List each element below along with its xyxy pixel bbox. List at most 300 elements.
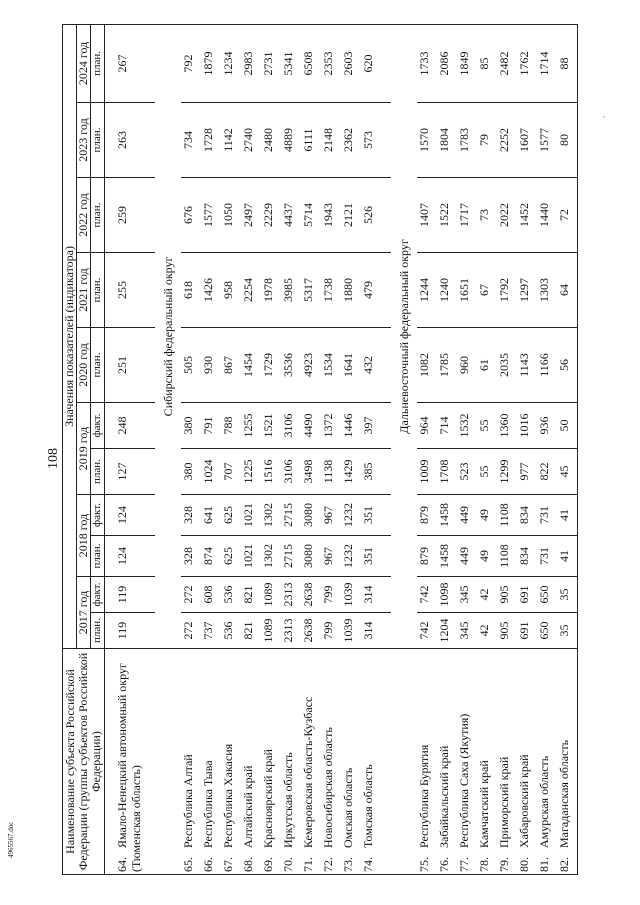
value-cell: 1452 [517, 178, 537, 253]
table-row [361, 24, 381, 874]
value-cell: 1849 [457, 24, 477, 102]
value-cell: 1225 [241, 449, 261, 495]
value-cell: 1232 [341, 495, 361, 536]
section-title: Дальневосточный федеральный округ [391, 24, 417, 648]
value-cell: 124 [105, 536, 156, 577]
row-number: 64. [115, 857, 129, 872]
value-cell: 3106 [281, 403, 301, 449]
region-cell [361, 649, 381, 875]
region-cell [241, 649, 261, 875]
value-cell: 536 [221, 613, 241, 649]
value-cell: 5341 [281, 24, 301, 102]
value-cell: 328 [181, 536, 201, 577]
table-row [537, 24, 557, 874]
table-row [557, 24, 578, 874]
page-number: 108 [46, 448, 61, 469]
value-cell: 1714 [537, 24, 557, 102]
row-number: 74. [361, 857, 375, 872]
value-cell: 3536 [281, 328, 301, 403]
value-cell: 449 [457, 536, 477, 577]
value-cell: 479 [361, 253, 381, 328]
region-cell [221, 649, 241, 875]
value-cell: 2252 [497, 103, 517, 178]
row-number: 73. [341, 857, 355, 872]
table-row [457, 24, 477, 874]
value-cell: 42 [477, 613, 497, 649]
table-row [497, 24, 517, 874]
value-cell: 2731 [261, 24, 281, 102]
spacer-cell [381, 178, 391, 253]
region-cell [105, 649, 156, 875]
value-cell: 1978 [261, 253, 281, 328]
row-number: 69. [261, 857, 275, 872]
value-cell: 1108 [497, 536, 517, 577]
document-code: 4965567.doc [7, 821, 15, 858]
value-cell: 707 [221, 449, 241, 495]
value-cell: 1009 [417, 449, 437, 495]
value-cell: 5714 [301, 178, 321, 253]
table-row [181, 24, 201, 874]
row-number: 77. [457, 857, 471, 872]
header-plan: план. [91, 328, 105, 403]
value-cell: 49 [477, 495, 497, 536]
value-cell: 620 [361, 24, 381, 102]
spacer-cell [381, 649, 391, 875]
value-cell: 80 [557, 103, 578, 178]
region-cell [281, 649, 301, 875]
table-row [105, 24, 156, 874]
value-cell: 3106 [281, 449, 301, 495]
value-cell: 1297 [517, 253, 537, 328]
region-name: Кемеровская область-Кузбасс [301, 696, 315, 848]
value-cell: 879 [417, 495, 437, 536]
stray-mark: , [603, 110, 605, 119]
table-row [221, 24, 241, 874]
header-values-group: Значения показателей (индикатора) [63, 24, 77, 648]
value-cell: 64 [557, 253, 578, 328]
value-cell: 345 [457, 577, 477, 613]
value-cell: 1302 [261, 536, 281, 577]
region-cell [537, 649, 557, 875]
header-fact: факт. [91, 495, 105, 536]
region-cell [261, 649, 281, 875]
value-cell: 1458 [437, 495, 457, 536]
value-cell: 2983 [241, 24, 261, 102]
region-name: Новосибирская область [321, 727, 335, 848]
value-cell: 255 [105, 253, 156, 328]
header-year-2017: 2017 год [77, 577, 91, 649]
value-cell: 691 [517, 613, 537, 649]
value-cell: 1204 [437, 613, 457, 649]
value-cell: 1166 [537, 328, 557, 403]
header-year-2021: 2021 год [77, 253, 91, 328]
value-cell: 2740 [241, 103, 261, 178]
value-cell: 119 [105, 577, 156, 613]
value-cell: 2121 [341, 178, 361, 253]
value-cell: 1762 [517, 24, 537, 102]
spacer-cell [381, 24, 391, 102]
spacer-cell [381, 328, 391, 403]
header-year-2022: 2022 год [77, 178, 91, 253]
value-cell: 2638 [301, 577, 321, 613]
header-fact: факт. [91, 403, 105, 449]
row-number: 82. [557, 857, 571, 872]
value-cell: 72 [557, 178, 578, 253]
value-cell: 1108 [497, 495, 517, 536]
value-cell: 625 [221, 536, 241, 577]
value-cell: 1943 [321, 178, 341, 253]
table-row [281, 24, 301, 874]
table-row [261, 24, 281, 874]
row-number: 65. [181, 857, 195, 872]
value-cell: 967 [321, 495, 341, 536]
spacer-cell [381, 253, 391, 328]
value-cell: 1792 [497, 253, 517, 328]
value-cell: 385 [361, 449, 381, 495]
value-cell: 2638 [301, 613, 321, 649]
value-cell: 1024 [201, 449, 221, 495]
region-cell [557, 649, 578, 875]
header-fact: факт. [91, 577, 105, 613]
value-cell: 967 [321, 536, 341, 577]
value-cell: 3080 [301, 536, 321, 577]
value-cell: 3498 [301, 449, 321, 495]
value-cell: 4437 [281, 178, 301, 253]
value-cell: 960 [457, 328, 477, 403]
value-cell: 526 [361, 178, 381, 253]
value-cell: 2480 [261, 103, 281, 178]
region-name: Алтайский край [241, 765, 255, 848]
region-name: Республика Хакасия [221, 743, 235, 848]
region-name: Иркутская область [281, 752, 295, 848]
region-name: Забайкальский край [437, 745, 451, 848]
section-row [391, 24, 417, 874]
value-cell: 1240 [437, 253, 457, 328]
spacer-cell [381, 449, 391, 495]
value-cell: 676 [181, 178, 201, 253]
value-cell: 2603 [341, 24, 361, 102]
value-cell: 714 [437, 403, 457, 449]
value-cell: 2353 [321, 24, 341, 102]
region-cell [477, 649, 497, 875]
section-blank-cell [155, 649, 181, 875]
value-cell: 822 [537, 449, 557, 495]
value-cell: 85 [477, 24, 497, 102]
value-cell: 2086 [437, 24, 457, 102]
value-cell: 272 [181, 577, 201, 613]
value-cell: 1783 [457, 103, 477, 178]
header-plan: план. [91, 536, 105, 577]
value-cell: 55 [477, 449, 497, 495]
value-cell: 791 [201, 403, 221, 449]
value-cell: 1050 [221, 178, 241, 253]
row-number: 66. [201, 857, 215, 872]
value-cell: 1429 [341, 449, 361, 495]
value-cell: 1082 [417, 328, 437, 403]
value-cell: 380 [181, 403, 201, 449]
table-row [201, 24, 221, 874]
value-cell: 1138 [321, 449, 341, 495]
value-cell: 1516 [261, 449, 281, 495]
value-cell: 821 [241, 613, 261, 649]
value-cell: 1089 [261, 613, 281, 649]
value-cell: 799 [321, 613, 341, 649]
value-cell: 2497 [241, 178, 261, 253]
spacer-row [381, 24, 391, 874]
value-cell: 127 [105, 449, 156, 495]
value-cell: 1521 [261, 403, 281, 449]
value-cell: 1299 [497, 449, 517, 495]
value-cell: 731 [537, 495, 557, 536]
value-cell: 45 [557, 449, 578, 495]
value-cell: 3080 [301, 495, 321, 536]
value-cell: 1303 [537, 253, 557, 328]
value-cell: 641 [201, 495, 221, 536]
header-year-2019: 2019 год [77, 403, 91, 495]
value-cell: 905 [497, 577, 517, 613]
value-cell: 1729 [261, 328, 281, 403]
value-cell: 1879 [201, 24, 221, 102]
value-cell: 351 [361, 495, 381, 536]
value-cell: 1098 [437, 577, 457, 613]
value-cell: 834 [517, 495, 537, 536]
value-cell: 1446 [341, 403, 361, 449]
value-cell: 2035 [497, 328, 517, 403]
region-name: Республика Тыва [201, 760, 215, 848]
region-cell [181, 649, 201, 875]
value-cell: 263 [105, 103, 156, 178]
value-cell: 314 [361, 613, 381, 649]
region-cell [457, 649, 477, 875]
table-body [105, 24, 578, 874]
table-row [477, 24, 497, 874]
table-row [341, 24, 361, 874]
value-cell: 4923 [301, 328, 321, 403]
region-name: Камчатский край [477, 760, 491, 848]
value-cell: 734 [181, 103, 201, 178]
value-cell: 792 [181, 24, 201, 102]
value-cell: 1021 [241, 495, 261, 536]
table-header [63, 24, 105, 874]
value-cell: 2482 [497, 24, 517, 102]
value-cell: 248 [105, 403, 156, 449]
region-name: Республика Бурятия [417, 744, 431, 848]
spacer-cell [381, 536, 391, 577]
region-name: Республика Алтай [181, 754, 195, 848]
rotated-table-container [62, 25, 618, 875]
section-title: Сибирский федеральный округ [155, 24, 181, 648]
value-cell: 449 [457, 495, 477, 536]
region-name: Амурская область [537, 755, 551, 848]
row-number: 80. [517, 857, 531, 872]
row-number: 67. [221, 857, 235, 872]
header-year-2018: 2018 год [77, 495, 91, 577]
value-cell: 119 [105, 613, 156, 649]
value-cell: 742 [417, 613, 437, 649]
row-number: 72. [321, 857, 335, 872]
value-cell: 2229 [261, 178, 281, 253]
row-number: 76. [437, 857, 451, 872]
value-cell: 1607 [517, 103, 537, 178]
region-name: Хабаровский край [517, 754, 531, 848]
row-number: 68. [241, 857, 255, 872]
value-cell: 977 [517, 449, 537, 495]
value-cell: 1016 [517, 403, 537, 449]
value-cell: 2362 [341, 103, 361, 178]
value-cell: 3985 [281, 253, 301, 328]
value-cell: 1458 [437, 536, 457, 577]
value-cell: 930 [201, 328, 221, 403]
value-cell: 2148 [321, 103, 341, 178]
value-cell: 4490 [301, 403, 321, 449]
value-cell: 1804 [437, 103, 457, 178]
value-cell: 79 [477, 103, 497, 178]
value-cell: 1534 [321, 328, 341, 403]
table-row [517, 24, 537, 874]
row-number: 78. [477, 857, 491, 872]
value-cell: 1728 [201, 103, 221, 178]
value-cell: 618 [181, 253, 201, 328]
value-cell: 536 [221, 577, 241, 613]
region-name: Ямало-Ненецкий автономный округ (Тюменская область) [115, 663, 143, 872]
value-cell: 1651 [457, 253, 477, 328]
value-cell: 1234 [221, 24, 241, 102]
value-cell: 1360 [497, 403, 517, 449]
value-cell: 1641 [341, 328, 361, 403]
value-cell: 1142 [221, 103, 241, 178]
value-cell: 397 [361, 403, 381, 449]
table-row [321, 24, 341, 874]
value-cell: 608 [201, 577, 221, 613]
value-cell: 1089 [261, 577, 281, 613]
value-cell: 1577 [537, 103, 557, 178]
region-cell [417, 649, 437, 875]
value-cell: 737 [201, 613, 221, 649]
value-cell: 1372 [321, 403, 341, 449]
value-cell: 788 [221, 403, 241, 449]
table-row [301, 24, 321, 874]
region-name: Республика Саха (Якутия) [457, 713, 471, 848]
region-name: Магаданская область [557, 739, 571, 848]
value-cell: 505 [181, 328, 201, 403]
region-name: Омская область [341, 767, 355, 848]
value-cell: 259 [105, 178, 156, 253]
header-year-2020: 2020 год [77, 328, 91, 403]
value-cell: 1244 [417, 253, 437, 328]
header-year-2023: 2023 год [77, 103, 91, 178]
table-row [437, 24, 457, 874]
value-cell: 124 [105, 495, 156, 536]
region-name: Красноярский край [261, 749, 275, 848]
value-cell: 936 [537, 403, 557, 449]
value-cell: 821 [241, 577, 261, 613]
value-cell: 1021 [241, 536, 261, 577]
value-cell: 6111 [301, 103, 321, 178]
value-cell: 61 [477, 328, 497, 403]
value-cell: 35 [557, 613, 578, 649]
value-cell: 50 [557, 403, 578, 449]
row-number: 81. [537, 857, 551, 872]
value-cell: 2313 [281, 613, 301, 649]
section-row [155, 24, 181, 874]
value-cell: 650 [537, 613, 557, 649]
value-cell: 742 [417, 577, 437, 613]
value-cell: 691 [517, 577, 537, 613]
region-cell [201, 649, 221, 875]
value-cell: 41 [557, 495, 578, 536]
header-plan: план. [91, 253, 105, 328]
value-cell: 1532 [457, 403, 477, 449]
region-cell [517, 649, 537, 875]
value-cell: 731 [537, 536, 557, 577]
row-number: 79. [497, 857, 511, 872]
value-cell: 2715 [281, 495, 301, 536]
value-cell: 4889 [281, 103, 301, 178]
region-cell [437, 649, 457, 875]
header-name-column: Наименование субъекта Российской Федерации (группы субъектов Российской Федерации) [63, 649, 105, 875]
value-cell: 1039 [341, 577, 361, 613]
region-cell [301, 649, 321, 875]
value-cell: 834 [517, 536, 537, 577]
header-plan: план. [91, 449, 105, 495]
spacer-cell [381, 613, 391, 649]
spacer-cell [381, 495, 391, 536]
value-cell: 55 [477, 403, 497, 449]
section-blank-cell [391, 649, 417, 875]
header-plan: план. [91, 178, 105, 253]
header-year-2024: 2024 год [77, 24, 91, 102]
value-cell: 56 [557, 328, 578, 403]
spacer-cell [381, 577, 391, 613]
value-cell: 272 [181, 613, 201, 649]
value-cell: 1426 [201, 253, 221, 328]
value-cell: 1577 [201, 178, 221, 253]
row-number: 71. [301, 857, 315, 872]
value-cell: 905 [497, 613, 517, 649]
value-cell: 41 [557, 536, 578, 577]
value-cell: 2313 [281, 577, 301, 613]
value-cell: 1255 [241, 403, 261, 449]
value-cell: 650 [537, 577, 557, 613]
value-cell: 88 [557, 24, 578, 102]
region-cell [341, 649, 361, 875]
value-cell: 432 [361, 328, 381, 403]
value-cell: 35 [557, 577, 578, 613]
region-name: Приморский край [497, 756, 511, 848]
value-cell: 5317 [301, 253, 321, 328]
value-cell: 67 [477, 253, 497, 328]
value-cell: 1570 [417, 103, 437, 178]
value-cell: 1717 [457, 178, 477, 253]
header-plan: план. [91, 103, 105, 178]
value-cell: 799 [321, 577, 341, 613]
value-cell: 267 [105, 24, 156, 102]
value-cell: 958 [221, 253, 241, 328]
value-cell: 1880 [341, 253, 361, 328]
value-cell: 380 [181, 449, 201, 495]
value-cell: 867 [221, 328, 241, 403]
value-cell: 1454 [241, 328, 261, 403]
value-cell: 1522 [437, 178, 457, 253]
header-plan: план. [91, 24, 105, 102]
value-cell: 1440 [537, 178, 557, 253]
value-cell: 1143 [517, 328, 537, 403]
value-cell: 1407 [417, 178, 437, 253]
row-number: 70. [281, 857, 295, 872]
value-cell: 1733 [417, 24, 437, 102]
value-cell: 1738 [321, 253, 341, 328]
spacer-cell [381, 103, 391, 178]
